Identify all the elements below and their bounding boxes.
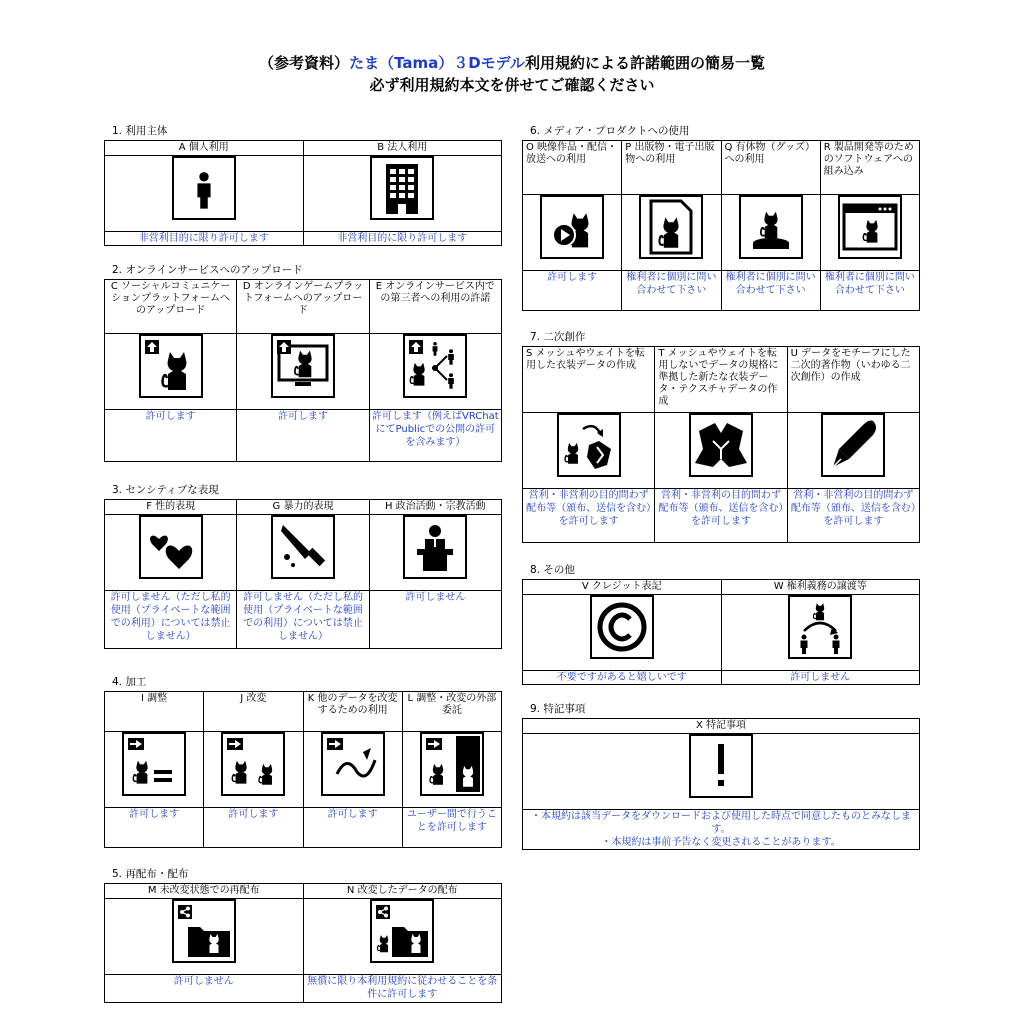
video-icon [540, 195, 604, 259]
adjust-icon [122, 732, 186, 796]
rule-result: 不要ですがあると嬉しいです [523, 671, 722, 685]
rule-label: U データをモチーフにした二次的著作物（いわゆる二次創作）の作成 [787, 347, 919, 413]
transfer-icon [788, 595, 852, 659]
title-product: たま（Tama）３Dモデル [349, 54, 525, 72]
section-media-products [522, 125, 920, 311]
person-icon [172, 156, 236, 220]
rule-label: I 調整 [105, 692, 204, 732]
modify-icon [221, 732, 285, 796]
section-title: 2. オンラインサービスへのアップロード [112, 264, 303, 276]
rule-result: 許可します [204, 808, 303, 848]
rule-result: 許可します（例えばVRChatにてPublicでの公開の許可を含みます） [369, 410, 501, 462]
rule-result: 許可します [105, 808, 204, 848]
rule-label: P 出版物・電子出版物への利用 [622, 141, 721, 195]
document-title [0, 52, 1024, 96]
rule-result: ・本規約は該当データをダウンロードおよび使用した時点で同意したものとみなします。 ・本規約は事前予告なく変更されることがあります。 [523, 810, 920, 850]
rule-table [522, 718, 920, 850]
title-suffix: 利用規約による許諾範囲の簡易一覧 [524, 54, 765, 72]
rule-result: ユーザー間で行うことを許可します [402, 808, 501, 848]
copyright-icon [590, 595, 654, 659]
rule-label: R 製品開発等のためのソフトウェアへの組み込み [820, 141, 919, 195]
figure-icon [739, 195, 803, 259]
rule-label: G 暴力的表現 [237, 500, 369, 515]
section-title: 9. 特記事項 [530, 703, 586, 715]
section-title: 5. 再配布・配布 [112, 868, 189, 880]
rule-table [104, 499, 502, 649]
building-icon [370, 156, 434, 220]
rule-result: 権利者に個別に問い合わせて下さい [622, 271, 721, 311]
section-title: 4. 加工 [112, 676, 147, 688]
rule-label: S メッシュやウェイトを転用した衣装データの作成 [523, 347, 655, 413]
rule-result: 許可します [237, 410, 369, 462]
rule-label: N 改変したデータの配布 [303, 884, 502, 899]
rule-label: V クレジット表記 [523, 580, 722, 595]
rule-result: 許可しません（ただし私的使用（プライベートな範囲での利用）については禁止しません） [105, 591, 237, 649]
rule-label: F 性的表現 [105, 500, 237, 515]
section-usage-subject [104, 125, 502, 246]
rule-label: T メッシュやウェイトを転用しないでデータの規格に準拠した新たな衣装データ・テクスチャデータの作成 [655, 347, 787, 413]
rule-table [522, 140, 920, 311]
section-processing [104, 676, 502, 848]
rule-result: 権利者に個別に問い合わせて下さい [721, 271, 820, 311]
software-icon [838, 195, 902, 259]
outsource-icon [420, 732, 484, 796]
title-prefix: （参考資料） [259, 54, 350, 72]
section-online-upload [104, 264, 502, 462]
rule-label: L 調整・改変の外部委託 [402, 692, 501, 732]
upload-monitor-icon [271, 334, 335, 398]
share-modified-icon [370, 899, 434, 963]
rule-result: 許可します [105, 410, 237, 462]
share-folder-icon [172, 899, 236, 963]
rule-result: 許可します [303, 808, 402, 848]
rule-table [104, 691, 502, 848]
reuse-icon [321, 732, 385, 796]
rule-result: 許可しません [105, 975, 304, 1003]
upload-cat-icon [139, 334, 203, 398]
section-redistribution [104, 868, 502, 1003]
rule-label: O 映像作品・配信・放送への利用 [523, 141, 622, 195]
rule-label: B 法人利用 [303, 141, 502, 156]
rule-table [104, 140, 502, 246]
rule-label: C ソーシャルコミュニケーションプラットフォームへのアップロード [105, 280, 237, 334]
rule-label: D オンラインゲームプラットフォームへのアップロード [237, 280, 369, 334]
rule-table [104, 279, 502, 462]
rule-label: H 政治活動・宗教活動 [369, 500, 501, 515]
rule-result: 許可します [523, 271, 622, 311]
rule-label: Q 有体物（グッズ）への利用 [721, 141, 820, 195]
rule-label: M 未改変状態での再配布 [105, 884, 304, 899]
hearts-icon [139, 515, 203, 579]
costume-icon [689, 413, 753, 477]
rule-result: 非営利目的に限り許可します [105, 232, 304, 246]
rule-label: A 個人利用 [105, 141, 304, 156]
rule-result: 許可しません [721, 671, 920, 685]
section-sensitive [104, 484, 502, 649]
section-special-notes [522, 703, 920, 850]
document-icon [639, 195, 703, 259]
section-other [522, 564, 920, 685]
rule-table [522, 346, 920, 543]
section-title: 3. センシティブな表現 [112, 484, 219, 496]
section-title: 6. メディア・プロダクトへの使用 [530, 125, 690, 137]
exclamation-icon [689, 734, 753, 798]
section-title: 7. 二次創作 [530, 331, 586, 343]
rule-result: 許可しません [369, 591, 501, 649]
rule-result: 権利者に個別に問い合わせて下さい [820, 271, 919, 311]
rule-label: W 権利義務の譲渡等 [721, 580, 920, 595]
rule-result: 営利・非営利の目的問わず配布等（頒布、送信を含む）を許可します [523, 489, 655, 543]
rule-result: 非営利目的に限り許可します [303, 232, 502, 246]
rule-result: 営利・非営利の目的問わず配布等（頒布、送信を含む）を許可します [787, 489, 919, 543]
rule-label: K 他のデータを改変するための利用 [303, 692, 402, 732]
rule-result: 無償に限り本利用規約に従わせることを条件に許可します [303, 975, 502, 1003]
share-people-icon [403, 334, 467, 398]
podium-icon [403, 515, 467, 579]
rule-table [522, 579, 920, 685]
pen-icon [821, 413, 885, 477]
section-title: 1. 利用主体 [112, 125, 168, 137]
section-title: 8. その他 [530, 564, 575, 576]
section-derivative [522, 331, 920, 543]
rule-label: X 特記事項 [523, 719, 920, 734]
knife-icon [271, 515, 335, 579]
rule-result: 営利・非営利の目的問わず配布等（頒布、送信を含む）を許可します [655, 489, 787, 543]
rule-result: 許可しません（ただし私的使用（プライベートな範囲での利用）については禁止しません） [237, 591, 369, 649]
title-notice: 必ず利用規約本文を併せてご確認ください [369, 76, 655, 94]
rule-table [104, 883, 502, 1003]
costume-transfer-icon [557, 413, 621, 477]
rule-label: J 改変 [204, 692, 303, 732]
rule-label: E オンラインサービス内での第三者への利用の許諾 [369, 280, 501, 334]
